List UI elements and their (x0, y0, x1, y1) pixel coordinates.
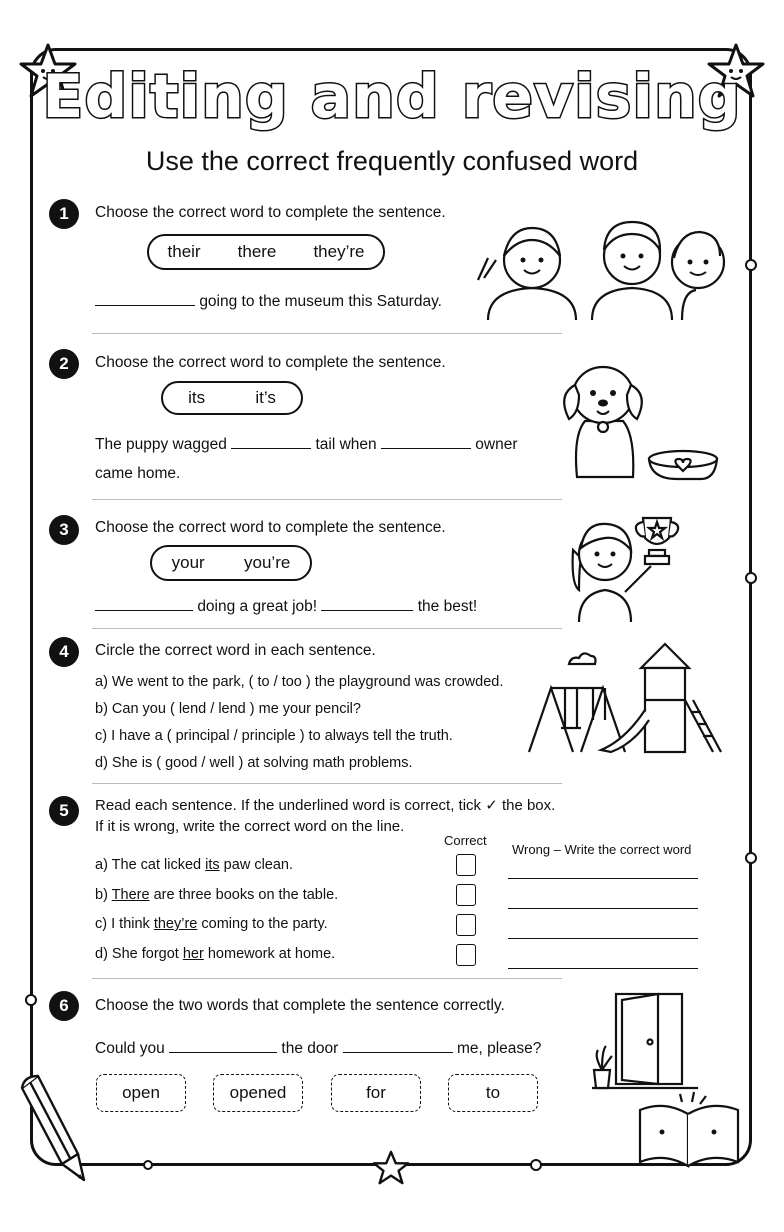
door-illustration (588, 990, 698, 1090)
section-divider (92, 333, 562, 334)
question-1-instruction: Choose the correct word to complete the sentence. (95, 204, 446, 221)
q3-option-youre[interactable]: you’re (244, 553, 291, 572)
q5-instruction-line1: Read each sentence. If the underlined word is correct, tick ✓ the box. (95, 797, 556, 814)
correction-line-c[interactable] (508, 938, 698, 939)
q6-option-open[interactable]: open (96, 1074, 186, 1112)
q4-item[interactable]: d) She is ( good / well ) at solving math problems. (95, 755, 413, 771)
underlined-word: her (182, 946, 204, 962)
correction-line-b[interactable] (508, 908, 698, 909)
q1-option-theyre[interactable]: they’re (313, 242, 365, 261)
page-subtitle: Use the correct frequently confused word (145, 146, 639, 176)
underlined-word: There (111, 887, 150, 903)
q2-word-bank (161, 381, 303, 415)
q4-item[interactable]: c) I have a ( principal / principle ) to always tell the truth. (95, 728, 453, 744)
q2-sentence-part: The puppy wagged (95, 436, 227, 453)
underlined-word: they’re (153, 916, 198, 932)
correction-line-d[interactable] (508, 968, 698, 969)
q1-word-bank (147, 234, 385, 270)
correct-checkbox-d[interactable] (456, 944, 476, 966)
q2-answer-blank-1[interactable] (231, 448, 311, 449)
q2-option-its[interactable]: its (188, 388, 206, 407)
section-divider (92, 978, 562, 979)
correct-checkbox-b[interactable] (456, 884, 476, 906)
page-title: Editing and revising (42, 62, 742, 132)
question-number-2: 2 (49, 349, 79, 379)
q5-column-correct: Correct (444, 833, 487, 848)
q5-column-wrong: Wrong – Write the correct word (512, 842, 692, 857)
q2-option-its-contraction[interactable]: it’s (255, 388, 276, 407)
q5-instruction-line2: If it is wrong, write the correct word on the line. (95, 818, 405, 835)
question-number-3: 3 (49, 515, 79, 545)
q1-sentence-end: going to the museum this Saturday. (199, 293, 442, 310)
correct-checkbox-a[interactable] (456, 854, 476, 876)
puppy-illustration (555, 355, 725, 485)
section-divider (92, 783, 562, 784)
question-3-instruction: Choose the correct word to complete the sentence. (95, 519, 446, 536)
q6-sentence-part: the door (281, 1040, 339, 1057)
q3-answer-blank-1[interactable] (95, 610, 193, 611)
q2-sentence-part: tail when (315, 436, 377, 453)
pencil-icon (14, 1070, 94, 1185)
q6-sentence-part: Could you (95, 1040, 165, 1057)
question-number-6: 6 (49, 991, 79, 1021)
question-6-instruction: Choose the two words that complete the sentence correctly. (95, 997, 505, 1014)
underlined-word: its (205, 857, 220, 873)
q5-item-d: d) She forgot her homework at home. (95, 946, 336, 962)
question-2-instruction: Choose the correct word to complete the sentence. (95, 354, 446, 371)
q5-item-c: c) I think they’re coming to the party. (95, 916, 328, 932)
q1-answer-blank[interactable] (95, 305, 195, 306)
q6-sentence (95, 1040, 541, 1058)
playground-illustration (525, 640, 725, 755)
q1-option-there[interactable]: there (237, 242, 277, 261)
q6-option-to[interactable]: to (448, 1074, 538, 1112)
question-4-instruction: Circle the correct word in each sentence. (95, 642, 376, 659)
section-divider (92, 499, 562, 500)
q2-sentence-end: came home. (95, 465, 181, 482)
q4-item[interactable]: a) We went to the park, ( to / too ) the playground was crowded. (95, 674, 504, 690)
question-number-1: 1 (49, 199, 79, 229)
question-number-5: 5 (49, 796, 79, 826)
correct-checkbox-c[interactable] (456, 914, 476, 936)
q4-item[interactable]: b) Can you ( lend / lend ) me your pencil? (95, 701, 361, 717)
question-number-4: 4 (49, 637, 79, 667)
q3-sentence-part: the best! (417, 598, 478, 615)
q3-sentence-part: doing a great job! (197, 598, 318, 615)
girl-with-trophy-illustration (565, 510, 695, 625)
q5-item-a: a) The cat licked its paw clean. (95, 857, 294, 873)
q6-answer-blank-1[interactable] (169, 1052, 277, 1053)
q3-word-bank (150, 545, 312, 581)
q2-sentence-part: owner (475, 436, 518, 453)
q3-sentence (95, 598, 477, 616)
q2-sentence (95, 436, 518, 454)
q5-item-b: b) There are three books on the table. (95, 887, 339, 903)
q2-answer-blank-2[interactable] (381, 448, 471, 449)
q6-option-for[interactable]: for (331, 1074, 421, 1112)
children-illustration (470, 210, 720, 325)
q3-option-your[interactable]: your (171, 553, 205, 572)
q6-option-opened[interactable]: opened (213, 1074, 303, 1112)
q1-option-their[interactable]: their (167, 242, 201, 261)
correction-line-a[interactable] (508, 878, 698, 879)
q3-answer-blank-2[interactable] (321, 610, 413, 611)
open-book-illustration (634, 1090, 744, 1170)
section-divider (92, 628, 562, 629)
q6-sentence-part: me, please? (456, 1040, 542, 1057)
q6-answer-blank-2[interactable] (343, 1052, 453, 1053)
q1-sentence (95, 293, 442, 311)
